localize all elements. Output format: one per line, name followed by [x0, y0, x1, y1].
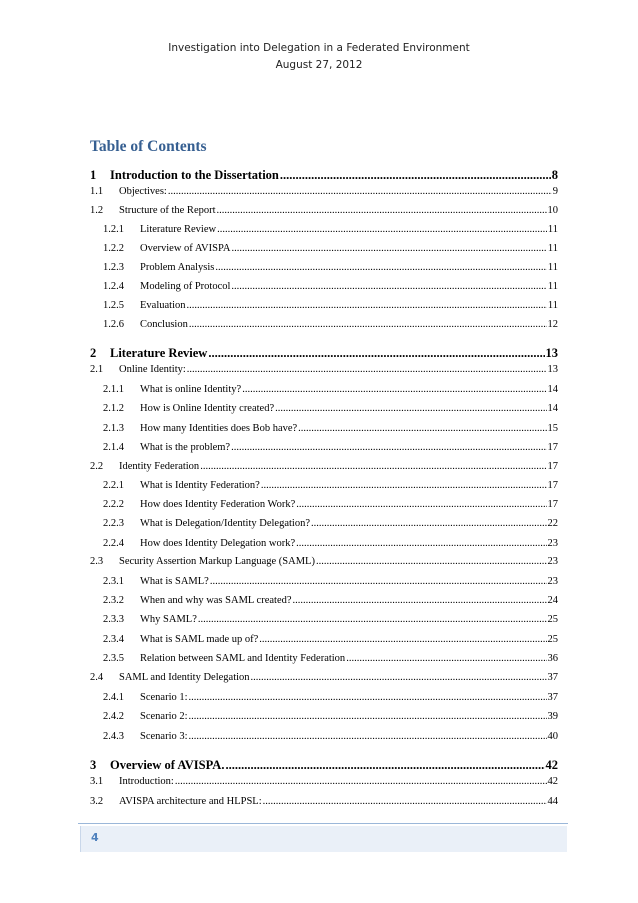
toc-entry-title: When and why was SAML created? — [140, 595, 292, 606]
toc-leader-dots — [251, 672, 547, 683]
toc-entry-number: 3.2 — [90, 796, 104, 807]
toc-entry[interactable] — [103, 224, 558, 235]
toc-entry-number: 2.3.5 — [103, 653, 124, 664]
toc-entry-title: What is SAML? — [140, 576, 209, 587]
toc-entry[interactable] — [103, 653, 558, 664]
toc-entry[interactable] — [103, 538, 558, 549]
toc-entry-page: 17 — [547, 461, 558, 472]
toc-entry[interactable] — [90, 758, 558, 773]
toc-leader-dots — [261, 480, 547, 491]
toc-entry-page: 42 — [547, 776, 558, 787]
toc-leader-dots — [346, 653, 546, 664]
toc-leader-dots — [217, 205, 547, 216]
toc-entry[interactable] — [103, 731, 558, 742]
toc-leader-dots — [217, 224, 547, 235]
toc-entry-page: 17 — [547, 499, 558, 510]
toc-entry-page: 23 — [547, 556, 558, 567]
toc-entry-title: Modeling of Protocol — [140, 281, 231, 292]
toc-entry-number: 2 — [90, 346, 97, 360]
toc-entry-number: 1.2.3 — [103, 262, 124, 273]
toc-leader-dots — [215, 262, 546, 273]
toc-entry-title: Online Identity: — [119, 364, 186, 375]
toc-entry-page: 44 — [547, 796, 558, 807]
toc-leader-dots — [168, 186, 552, 197]
toc-entry-title: Conclusion — [140, 319, 188, 330]
toc-entry-title: What is the problem? — [140, 442, 231, 453]
toc-entry[interactable] — [90, 796, 558, 807]
toc-leader-dots — [200, 461, 546, 472]
toc-entry[interactable] — [103, 595, 558, 606]
toc-entry-number: 1.2.2 — [103, 243, 124, 254]
toc-leader-dots — [198, 614, 547, 625]
toc-entry-number: 2.4.3 — [103, 731, 124, 742]
toc-entry-number: 2.3.4 — [103, 634, 124, 645]
toc-entry[interactable] — [103, 319, 558, 330]
footer-band — [80, 826, 567, 852]
toc-entry-page: 37 — [547, 692, 558, 703]
toc-entry[interactable] — [90, 776, 558, 787]
toc-entry-title: Relation between SAML and Identity Federation — [140, 653, 346, 664]
toc-entry-page: 14 — [547, 384, 558, 395]
toc-entry[interactable] — [103, 423, 558, 434]
toc-entry-page: 23 — [547, 538, 558, 549]
toc-entry[interactable] — [103, 576, 558, 587]
toc-entry-page: 9 — [552, 186, 558, 197]
toc-entry-title: Scenario 3: — [140, 731, 188, 742]
toc-entry-number: 2.2.1 — [103, 480, 124, 491]
toc-entry-title: Evaluation — [140, 300, 186, 311]
toc-entry-page: 13 — [545, 346, 558, 360]
toc-entry-title: What is online Identity? — [140, 384, 242, 395]
toc-entry-title: Identity Federation — [119, 461, 200, 472]
toc-entry[interactable] — [90, 186, 558, 197]
toc-entry-title: What is Identity Federation? — [140, 480, 260, 491]
toc-entry-title: What is Delegation/Identity Delegation? — [140, 518, 310, 529]
toc-leader-dots — [189, 319, 547, 330]
toc-entry-title: Introduction: — [119, 776, 174, 787]
toc-entry[interactable] — [103, 518, 558, 529]
toc-leader-dots — [187, 300, 547, 311]
toc-entry-page: 15 — [547, 423, 558, 434]
toc-entry-page: 36 — [547, 653, 558, 664]
toc-leader-dots — [259, 634, 546, 645]
toc-entry-title: How many Identities does Bob have? — [140, 423, 298, 434]
toc-entry[interactable] — [90, 346, 558, 361]
toc-entry[interactable] — [103, 614, 558, 625]
document-date: August 27, 2012 — [275, 59, 363, 71]
toc-entry-page: 10 — [547, 205, 558, 216]
toc-leader-dots — [189, 731, 547, 742]
toc-entry-number: 1.2.6 — [103, 319, 124, 330]
toc-leader-dots — [231, 442, 546, 453]
toc-entry-title: How does Identity Delegation work? — [140, 538, 296, 549]
toc-entry-number: 2.3.1 — [103, 576, 124, 587]
toc-leader-dots — [187, 364, 547, 375]
toc-entry[interactable] — [90, 461, 558, 472]
toc-entry-number: 3 — [90, 758, 97, 772]
toc-entry-page: 17 — [547, 442, 558, 453]
toc-entry-page: 8 — [551, 168, 558, 182]
toc-entry-page: 25 — [547, 634, 558, 645]
toc-entry-title: SAML and Identity Delegation — [119, 672, 250, 683]
toc-entry-page: 11 — [547, 243, 558, 254]
toc-entry-number: 2.3.2 — [103, 595, 124, 606]
toc-entry[interactable] — [103, 300, 558, 311]
toc-entry[interactable] — [90, 205, 558, 216]
toc-entry-number: 2.1.2 — [103, 403, 124, 414]
toc-entry-number: 1.2 — [90, 205, 104, 216]
toc-entry-page: 40 — [547, 731, 558, 742]
toc-entry[interactable] — [103, 384, 558, 395]
toc-entry-title: How does Identity Federation Work? — [140, 499, 296, 510]
toc-entry-page: 11 — [547, 281, 558, 292]
toc-entry-number: 2.4.2 — [103, 711, 124, 722]
toc-leader-dots — [225, 758, 544, 773]
toc-leader-dots — [242, 384, 546, 395]
toc-entry[interactable] — [103, 442, 558, 453]
toc-leader-dots — [189, 692, 547, 703]
toc-entry-number: 2.2 — [90, 461, 104, 472]
toc-leader-dots — [311, 518, 547, 529]
toc-entry-number: 2.3 — [90, 556, 104, 567]
toc-entry-title: Why SAML? — [140, 614, 197, 625]
toc-entry[interactable] — [90, 364, 558, 375]
toc-entry-page: 25 — [547, 614, 558, 625]
toc-leader-dots — [231, 243, 546, 254]
toc-entry-page: 39 — [547, 711, 558, 722]
toc-entry-page: 24 — [547, 595, 558, 606]
toc-entry-number: 2.1 — [90, 364, 104, 375]
toc-entry-number: 2.2.4 — [103, 538, 124, 549]
footer-divider — [78, 823, 568, 824]
toc-entry[interactable] — [90, 168, 558, 183]
toc-entry-number: 2.4 — [90, 672, 104, 683]
toc-entry-number: 1.2.5 — [103, 300, 124, 311]
toc-entry[interactable] — [103, 262, 558, 273]
toc-entry-number: 2.1.4 — [103, 442, 124, 453]
toc-heading: Table of Contents — [90, 138, 207, 155]
toc-entry-title: Scenario 2: — [140, 711, 188, 722]
page-number: 4 — [91, 831, 99, 844]
toc-entry-page: 42 — [545, 758, 558, 772]
toc-entry[interactable] — [103, 634, 558, 645]
toc-leader-dots — [275, 403, 546, 414]
toc-leader-dots — [296, 538, 546, 549]
toc-entry-number: 2.2.3 — [103, 518, 124, 529]
toc-leader-dots — [208, 346, 544, 361]
toc-entry[interactable] — [90, 556, 558, 567]
toc-leader-dots — [263, 796, 547, 807]
toc-entry-page: 11 — [547, 262, 558, 273]
toc-entry-title: Literature Review — [110, 346, 208, 360]
toc-entry-title: AVISPA architecture and HLPSL: — [119, 796, 262, 807]
toc-leader-dots — [280, 168, 551, 183]
toc-entry-page: 23 — [547, 576, 558, 587]
toc-entry-number: 2.4.1 — [103, 692, 124, 703]
toc-leader-dots — [316, 556, 547, 567]
toc-entry[interactable] — [103, 692, 558, 703]
toc-entry-title: Overview of AVISPA. — [110, 758, 225, 772]
toc-entry-number: 1.2.4 — [103, 281, 124, 292]
toc-entry-number: 2.1.3 — [103, 423, 124, 434]
toc-entry-number: 3.1 — [90, 776, 104, 787]
toc-entry-title: What is SAML made up of? — [140, 634, 259, 645]
toc-leader-dots — [175, 776, 547, 787]
toc-entry[interactable] — [103, 480, 558, 491]
toc-entry-title: Structure of the Report — [119, 205, 216, 216]
toc-entry[interactable] — [103, 281, 558, 292]
toc-entry[interactable] — [103, 499, 558, 510]
toc-entry-page: 12 — [547, 319, 558, 330]
toc-leader-dots — [298, 423, 546, 434]
toc-entry-title: Literature Review — [140, 224, 217, 235]
toc-leader-dots — [296, 499, 546, 510]
toc-entry-page: 14 — [547, 403, 558, 414]
toc-entry-page: 11 — [547, 224, 558, 235]
toc-entry[interactable] — [103, 711, 558, 722]
toc-entry-title: Security Assertion Markup Language (SAML) — [119, 556, 315, 567]
toc-entry-title: Introduction to the Dissertation — [110, 168, 279, 182]
toc-entry-page: 17 — [547, 480, 558, 491]
toc-leader-dots — [231, 281, 546, 292]
toc-entry-title: How is Online Identity created? — [140, 403, 275, 414]
toc-leader-dots — [189, 711, 547, 722]
toc-entry-title: Problem Analysis — [140, 262, 215, 273]
toc-entry-title: Objectives: — [119, 186, 167, 197]
toc-entry-title: Scenario 1: — [140, 692, 188, 703]
toc-entry-page: 37 — [547, 672, 558, 683]
toc-entry-page: 13 — [547, 364, 558, 375]
toc-entry-number: 2.2.2 — [103, 499, 124, 510]
toc-entry-number: 1.1 — [90, 186, 104, 197]
toc-entry-number: 1 — [90, 168, 97, 182]
toc-leader-dots — [210, 576, 547, 587]
toc-entry[interactable] — [90, 672, 558, 683]
toc-entry-title: Overview of AVISPA — [140, 243, 231, 254]
document-title: Investigation into Delegation in a Federated Environment — [168, 42, 470, 54]
toc-entry-number: 1.2.1 — [103, 224, 124, 235]
toc-entry[interactable] — [103, 243, 558, 254]
toc-leader-dots — [293, 595, 547, 606]
toc-entry[interactable] — [103, 403, 558, 414]
toc-entry-number: 2.1.1 — [103, 384, 124, 395]
toc-entry-page: 22 — [547, 518, 558, 529]
toc-entry-page: 11 — [547, 300, 558, 311]
toc-entry-number: 2.3.3 — [103, 614, 124, 625]
running-header — [0, 40, 638, 74]
